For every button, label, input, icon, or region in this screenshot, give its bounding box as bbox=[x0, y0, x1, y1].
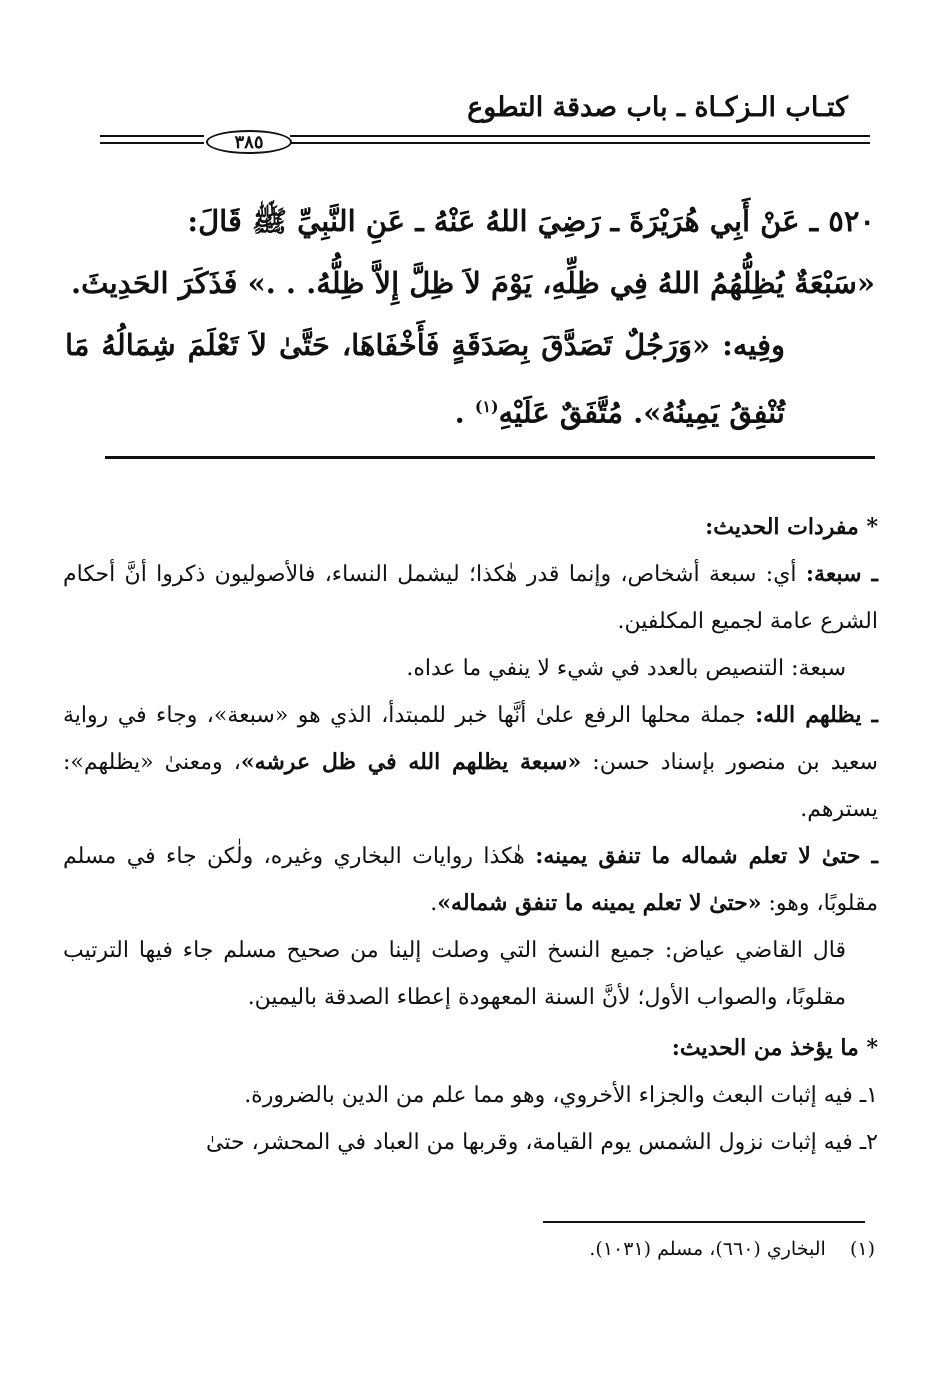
lesson-1: ١ـ فيه إثبات البعث والجزاء الأخروي، وهو مما علم من الدين بالضرورة. bbox=[244, 1083, 878, 1108]
entry-hatta-end: . bbox=[430, 891, 438, 916]
section-divider bbox=[105, 456, 875, 459]
entry-iyad: قال القاضي عياض: جميع النسخ التي وصلت إلينا من صحيح مسلم جاء فيها الترتيب مقلوبًا، والصواب الأول؛ لأنَّ السنة المعهودة إعطاء الصدقة باليمين. bbox=[63, 938, 846, 1010]
entry-sabaa-term: ـ سبعة: bbox=[805, 561, 878, 587]
entry-sabaa bbox=[63, 551, 878, 645]
commentary bbox=[63, 500, 878, 1166]
rule-right-top bbox=[290, 135, 870, 137]
hadith-line-2: «سَبْعَةٌ يُظِلُّهُمُ اللهُ فِي ظِلِّهِ، يَوْمَ لاَ ظِلَّ إِلاَّ ظِلُّهُ. . .» فَذَكَرَ الحَدِيثَ. bbox=[71, 266, 875, 300]
entry-sabaa-note: سبعة: التنصيص بالعدد في شيء لا ينفي ما عداه. bbox=[406, 656, 846, 681]
footnote bbox=[589, 1238, 875, 1260]
hadith-line-3 bbox=[65, 314, 875, 444]
hadith-block bbox=[65, 190, 875, 444]
entry-hatta bbox=[63, 833, 878, 927]
rule-right-bottom bbox=[290, 142, 870, 144]
entry-sabaa-text: أي: سبعة أشخاص، وإنما قدر هٰكذا؛ ليشمل النساء، فالأصوليون ذكروا أنَّ أحكام الشرع عامة لجميع المكلفين. bbox=[63, 562, 878, 634]
footnote-rule bbox=[543, 1221, 865, 1223]
entry-yuzilluhum-term: ـ يظلهم الله: bbox=[755, 702, 879, 728]
hadith-end: . bbox=[454, 395, 465, 430]
entry-hatta-term: ـ حتىٰ لا تعلم شماله ما تنفق يمينه: bbox=[535, 843, 878, 869]
entry-yuzilluhum bbox=[63, 692, 878, 833]
lessons-heading: * ما يؤخذ من الحديث: bbox=[671, 1035, 878, 1061]
entry-hatta-quote: «حتىٰ لا تعلم يمينه ما تنفق شماله» bbox=[437, 890, 762, 916]
footnote-marker: (١) bbox=[849, 1238, 875, 1260]
rule-left-top bbox=[100, 135, 204, 137]
rule-left-bottom bbox=[100, 142, 204, 144]
hadith-number: ٥٢٠ ـ bbox=[809, 204, 875, 238]
header-rule bbox=[100, 130, 870, 152]
footnote-text: البخاري (٦٦٠)، مسلم (١٠٣١). bbox=[589, 1238, 826, 1260]
entry-yuzilluhum-text: جملة محلها الرفع علىٰ أنَّها خبر للمبتدأ، الذي هو «سبعة»، وجاء في رواية سعيد بن منصور بإسناد حسن: bbox=[63, 703, 878, 775]
footnote-reference: (١) bbox=[474, 397, 499, 416]
entry-yuzilluhum-tail: ، ومعنىٰ «يظلهم»: يسترهم. bbox=[63, 750, 878, 822]
hadith-isnad: عَنْ أَبِي هُرَيْرَةَ ـ رَضِيَ اللهُ عَنْهُ ـ عَنِ النَّبِيِّ ﷺ قَالَ: bbox=[187, 204, 800, 238]
hadith-matn: وفِيه: «وَرَجُلٌ تَصَدَّقَ بِصَدَقَةٍ فَأَخْفَاهَا، حَتَّىٰ لاَ تَعْلَمَ شِمَالُهُ مَا تُنْفِقُ يَمِينُهُ». مُتَّفَقٌ عَلَيْهِ bbox=[65, 328, 785, 430]
running-header: كتـاب الـزكـاة ـ باب صدقة التطوع bbox=[467, 92, 848, 123]
entry-yuzilluhum-quote: «سبعة يظلهم الله في ظل عرشه» bbox=[240, 749, 582, 775]
page-number: ٣٨٥ bbox=[206, 130, 292, 154]
hadith-line-1 bbox=[65, 190, 875, 252]
vocab-heading: * مفردات الحديث: bbox=[705, 514, 878, 540]
lesson-2: ٢ـ فيه إثبات نزول الشمس يوم القيامة، وقربها من العباد في المحشر، حتىٰ bbox=[206, 1130, 878, 1155]
entry-hatta-text: هٰكذا روايات البخاري وغيره، ولٰكن جاء في مسلم مقلوبًا، وهو: bbox=[63, 844, 878, 916]
